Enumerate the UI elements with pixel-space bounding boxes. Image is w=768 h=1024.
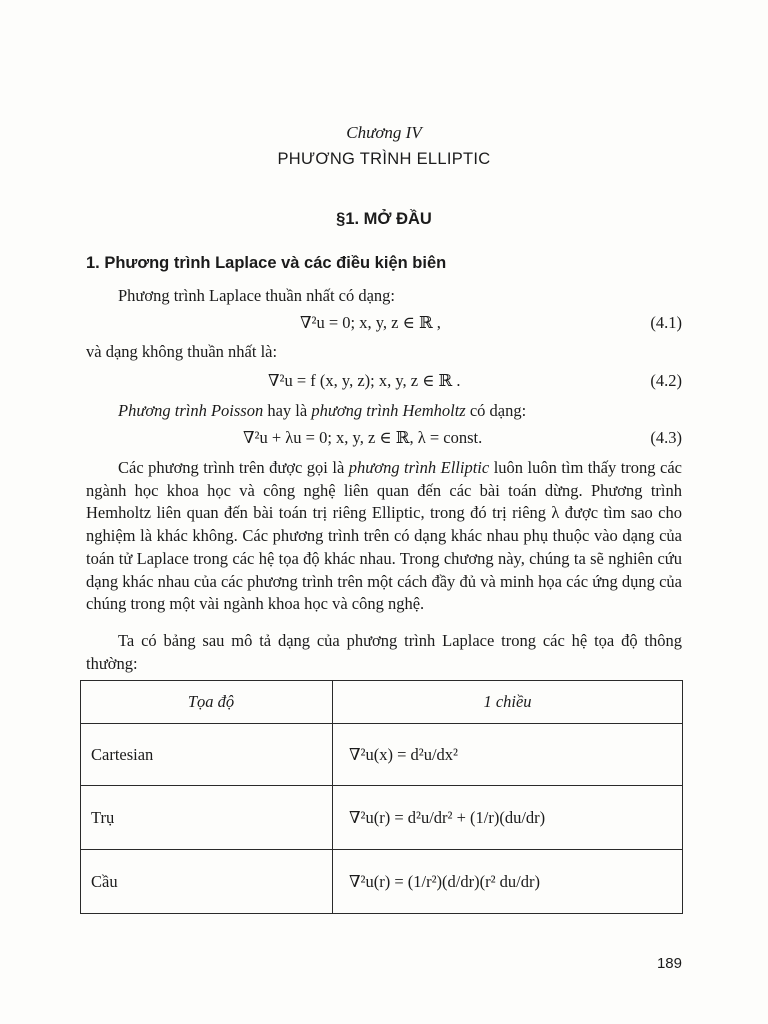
table-row [81,724,683,786]
elliptic-term: phương trình Elliptic [348,458,490,477]
header-coord: Tọa độ [81,681,333,724]
paragraph-elliptic-rest: luôn luôn tìm thấy trong các ngành học khoa học và công nghệ liên quan đến các bài toán dừng. Phương trình Hemholtz liên quan đến bài toán trị riêng Elliptic, trong đó trị riêng λ được tìm sao cho nghiệm là khác không. Các phương trình trên có dạng khác nhau phụ thuộc vào dạng của toán tử Laplace trong các hệ tọa độ khác nhau. Trong chương này, chúng ta sẽ nghiên cứu dạng khác nhau của các phương trình trên một cách đầy đủ và minh họa các ứng dụng của chúng trong một vài ngành khoa học và công nghệ. [86,458,682,614]
formula-spherical: ∇²u(r) = (1/r²)(d/dr)(r² du/dr) [349,871,540,891]
coord-cell: Trụ [81,786,333,850]
poisson-end: có dạng: [465,401,527,420]
coord-cell: Cầu [81,850,333,914]
formula-cartesian: ∇²u(x) = d²u/dx² [349,744,458,764]
laplace-table [80,680,683,914]
formula-cell [333,724,683,786]
paragraph-elliptic [86,457,682,616]
formula-cell [333,850,683,914]
section-title: §1. MỞ ĐẦU [336,210,432,228]
coord-cell: Cartesian [81,724,333,786]
poisson-middle: hay là [263,401,312,420]
subsection-title: 1. Phương trình Laplace và các điều kiện biên [86,254,447,272]
equation-number-4-3: (4.3) [650,428,682,447]
paragraph-elliptic-start: Các phương trình trên được gọi là [118,458,349,477]
page-number: 189 [656,955,682,972]
poisson-intro [118,401,682,421]
formula-cylindrical: ∇²u(r) = d²u/dr² + (1/r)(du/dr) [349,807,546,827]
equation-4-3: ∇²u + λu = 0; x, y, z ∈ ℝ, λ = const. [243,428,483,447]
table-row [81,786,683,850]
chapter-title: PHƯƠNG TRÌNH ELLIPTIC [277,150,491,168]
formula-cell [333,786,683,850]
equation-number-4-1: (4.1) [650,313,682,332]
equation-4-1: ∇²u = 0; x, y, z ∈ ℝ , [300,313,441,332]
table-header-row [81,681,683,724]
equation-4-2: ∇²u = f (x, y, z); x, y, z ∈ ℝ . [268,371,461,390]
poisson-term: Phương trình Poisson [118,401,264,420]
intro-nonhomogeneous: và dạng không thuần nhất là: [86,342,278,361]
paragraph-table-intro: Ta có bảng sau mô tả dạng của phương trình Laplace trong các hệ tọa độ thông thường: [86,631,682,673]
equation-number-4-2: (4.2) [650,371,682,390]
chapter-label: Chương IV [346,123,422,142]
header-1d: 1 chiều [333,681,683,724]
hemholtz-term: phương trình Hemholtz [311,401,466,420]
table-row [81,850,683,914]
intro-homogeneous: Phương trình Laplace thuần nhất có dạng: [118,286,396,305]
